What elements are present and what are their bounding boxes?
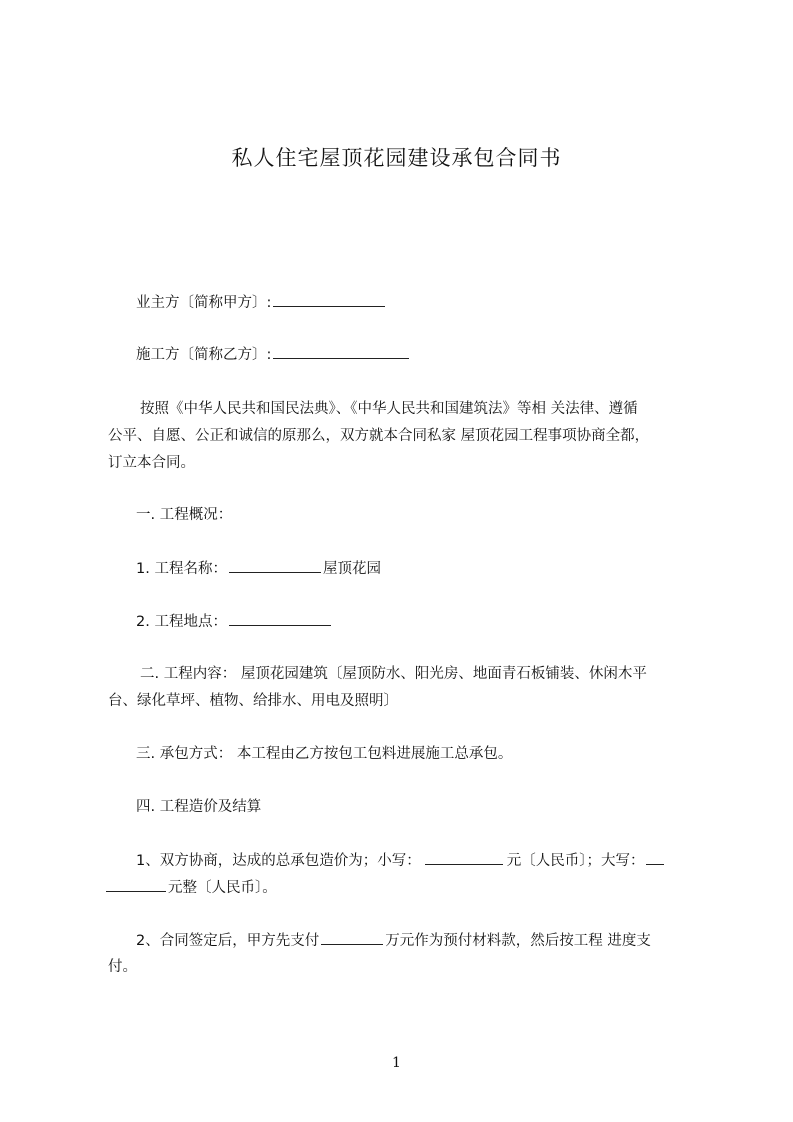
intro-line-1: 按照《中华人民共和国民法典》、《中华人民共和国建筑法》等相 关法律、遵循 — [140, 401, 638, 417]
payment-blank — [321, 930, 383, 945]
payment-line-1 — [136, 930, 651, 951]
section2-line-2: 台、绿化草坪、植物、给排水、用电及照明〕 — [108, 693, 398, 709]
intro-line-2: 公平、自愿、公正和诚信的原那么，双方就本合同私家 屋顶花园工程事项协商全都， — [108, 428, 650, 444]
project-location-blank — [229, 611, 331, 626]
section2-line-1: 二. 工程内容： 屋顶花园建筑〔屋顶防水、阳光房、地面青石板铺装、休闲木平 — [140, 666, 647, 682]
project-name-label: 1. 工程名称： — [136, 561, 227, 577]
owner-label: 业主方〔简称甲方〕: — [136, 295, 272, 311]
payment-line-2: 付。 — [108, 959, 137, 975]
page-number: 1 — [392, 1055, 401, 1071]
intro-line-3: 订立本合同。 — [108, 455, 195, 471]
project-name-line — [136, 558, 381, 579]
contractor-line — [136, 344, 409, 365]
contractor-blank — [273, 344, 409, 359]
price-total-suffix: 元整〔人民币〕。 — [168, 880, 277, 896]
price-large-blank-end — [106, 877, 166, 892]
contractor-label: 施工方〔简称乙方〕: — [136, 347, 272, 363]
project-name-suffix: 屋顶花园 — [322, 561, 381, 577]
project-location-line — [136, 611, 331, 632]
document-title: 私人住宅屋顶花园建设承包合同书 — [231, 146, 562, 170]
payment-label: 2、合同签定后，甲方先支付 — [136, 933, 320, 949]
payment-rest: 万元作为预付材料款，然后按工程 进度支 — [385, 933, 651, 949]
owner-line — [136, 292, 385, 313]
price-line-2 — [106, 877, 277, 898]
section1-heading: 一. 工程概况： — [136, 507, 233, 523]
price-line-1 — [136, 850, 664, 871]
price-small-label: 1、双方协商，达成的总承包造价为；小写： — [136, 853, 421, 869]
section3-line: 三. 承包方式： 本工程由乙方按包工包料进展施工总承包。 — [136, 746, 513, 762]
price-small-blank — [425, 850, 503, 865]
price-large-label: 元〔人民币〕；大写： — [506, 853, 645, 869]
project-location-label: 2. 工程地点： — [136, 614, 227, 630]
project-name-blank — [229, 558, 321, 573]
owner-blank — [273, 292, 385, 307]
price-large-blank-start — [646, 850, 664, 865]
section4-heading: 四. 工程造价及结算 — [136, 799, 262, 815]
